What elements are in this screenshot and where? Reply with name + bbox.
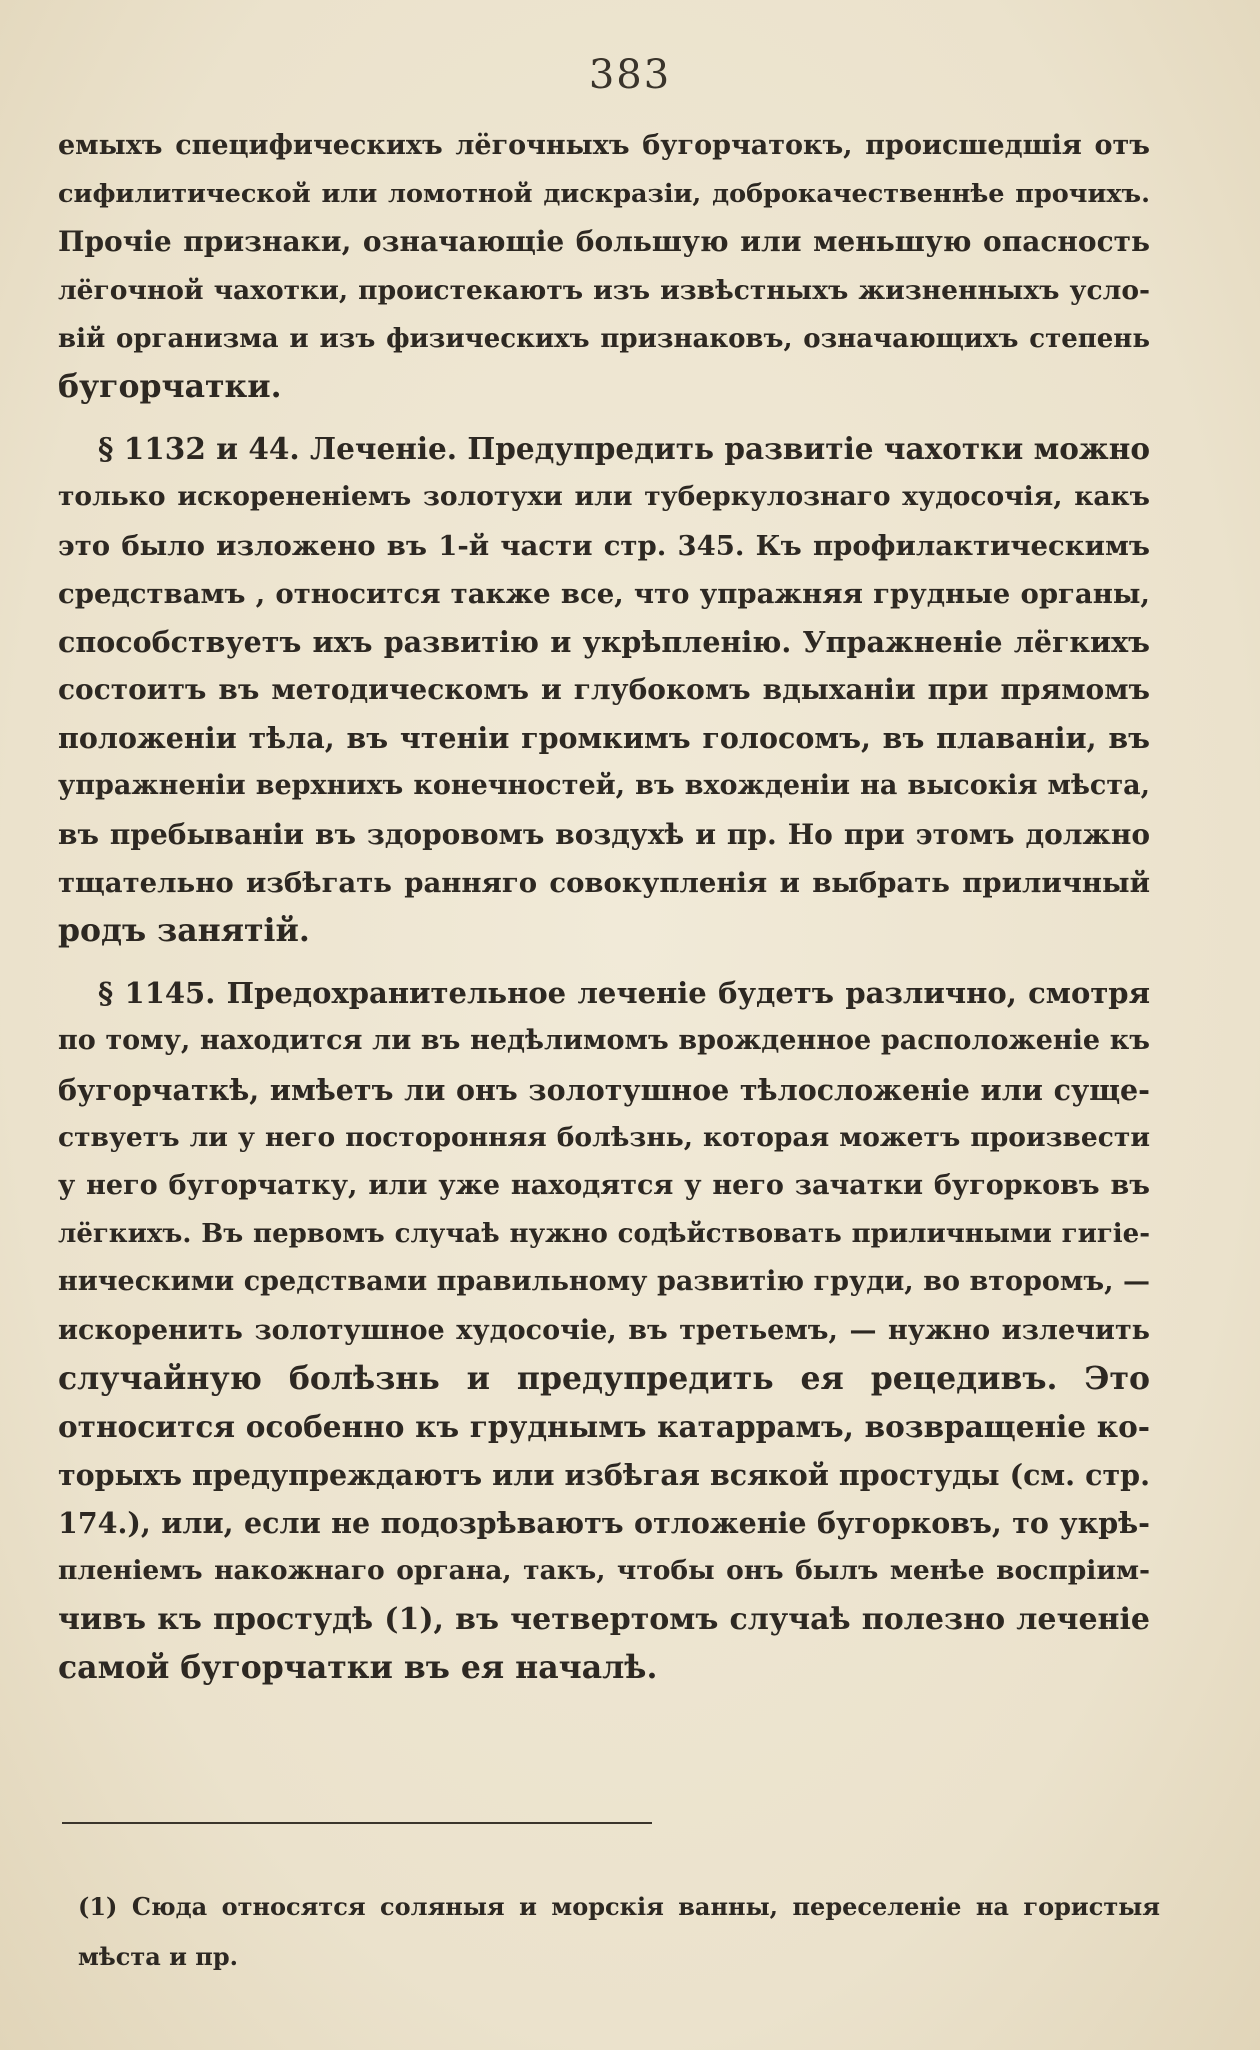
text-line: Прочіе признаки, означающіе большую или меньшую опасность (58, 225, 1150, 259)
text-line: искоренить золотушное худосочіе, въ третьемъ, — нужно излечить (58, 1314, 1150, 1346)
text-line: по тому, находится ли въ недѣлимомъ врожденное расположеніе къ (58, 1025, 1150, 1057)
text-line: это было изложено въ 1-й части стр. 345. Къ профилактическимъ (58, 529, 1150, 562)
text-line: родъ занятій. (58, 912, 310, 949)
text-line: ствуетъ ли у него посторонняя болѣзнь, которая можетъ произвести (58, 1121, 1150, 1153)
text-line: сифилитической или ломотной дискразіи, доброкачественнѣе прочихъ. (58, 179, 1150, 210)
text-line: въ пребываніи въ здоровомъ воздухѣ и пр. Но при этомъ должно (58, 817, 1150, 851)
text-line: ническими средствами правильному развитію груди, во второмъ, — (58, 1266, 1150, 1298)
text-line: торыхъ предупреждаютъ или избѣгая всякой простуды (см. стр. (58, 1458, 1150, 1493)
text-line: тщательно избѣгать ранняго совокупленія и выбрать приличный (58, 866, 1150, 899)
text-line: самой бугорчатки въ ея началѣ. (58, 1648, 658, 1686)
page-number: 383 (588, 52, 672, 98)
text-line: бугорчаткѣ, имѣетъ ли онъ золотушное тѣлосложеніе или суще- (58, 1072, 1150, 1107)
text-line: случайную болѣзнь и предупредить ея рецедивъ. Это (58, 1359, 1150, 1397)
text-line: лёгкихъ. Въ первомъ случаѣ нужно содѣйствовать приличными гигіе- (58, 1219, 1150, 1250)
text-line: только искорененіемъ золотухи или туберкулознаго худосочія, какъ (58, 481, 1150, 513)
text-line: у него бугорчатку, или уже находятся у него зачатки бугорковъ въ (58, 1169, 1150, 1201)
text-line: состоитъ въ методическомъ и глубокомъ вдыханіи при прямомъ (58, 673, 1150, 707)
text-line: чивъ къ простудѣ (1), въ четвертомъ случаѣ полезно леченіе (58, 1601, 1150, 1637)
footnote-divider (62, 1822, 652, 1824)
paragraph-section-1145 (58, 969, 1150, 1692)
text-line: упражненіи верхнихъ конечностей, въ вхожденіи на высокія мѣста, (58, 770, 1150, 802)
text-line: лёгочной чахотки, проистекаютъ изъ извѣстныхъ жизненныхъ усло- (58, 274, 1150, 306)
footnote-line: мѣста и пр. (78, 1942, 238, 1971)
text-line: относится особенно къ груднымъ катаррамъ, возвращеніе ко- (58, 1408, 1150, 1444)
text-line: вій организма и изъ физическихъ признаковъ, означающихъ степень (58, 323, 1150, 354)
text-line: § 1145. Предохранительное леченіе будетъ различно, смотря (98, 976, 1150, 1011)
text-line: пленіемъ накожнаго органа, такъ, чтобы онъ былъ менѣе воспріим- (58, 1555, 1150, 1587)
text-line: средствамъ , относится также все, что упражняя грудные органы, (58, 577, 1150, 610)
paragraph-continuation (58, 122, 1150, 411)
footnote-line: (1) Сюда относятся соляныя и морскія ванны, переселеніе на гористыя (78, 1892, 1160, 1921)
body-text (58, 122, 1150, 1692)
footnote (78, 1882, 1160, 1982)
text-line: способствуетъ ихъ развитію и укрѣпленію. Упражненіе лёгкихъ (58, 624, 1150, 659)
paragraph-section-1132 (58, 425, 1150, 955)
text-line: емыхъ специфическихъ лёгочныхъ бугорчатокъ, происшедшія отъ (58, 130, 1150, 161)
text-line: бугорчатки. (58, 367, 282, 405)
text-line: § 1132 и 44. Леченіе. Предупредить развитіе чахотки можно (98, 431, 1150, 467)
text-line: 174.), или, если не подозрѣваютъ отложеніе бугорковъ, то укрѣ- (58, 1506, 1150, 1541)
text-line: положеніи тѣла, въ чтеніи громкимъ голосомъ, въ плаваніи, въ (58, 721, 1150, 756)
